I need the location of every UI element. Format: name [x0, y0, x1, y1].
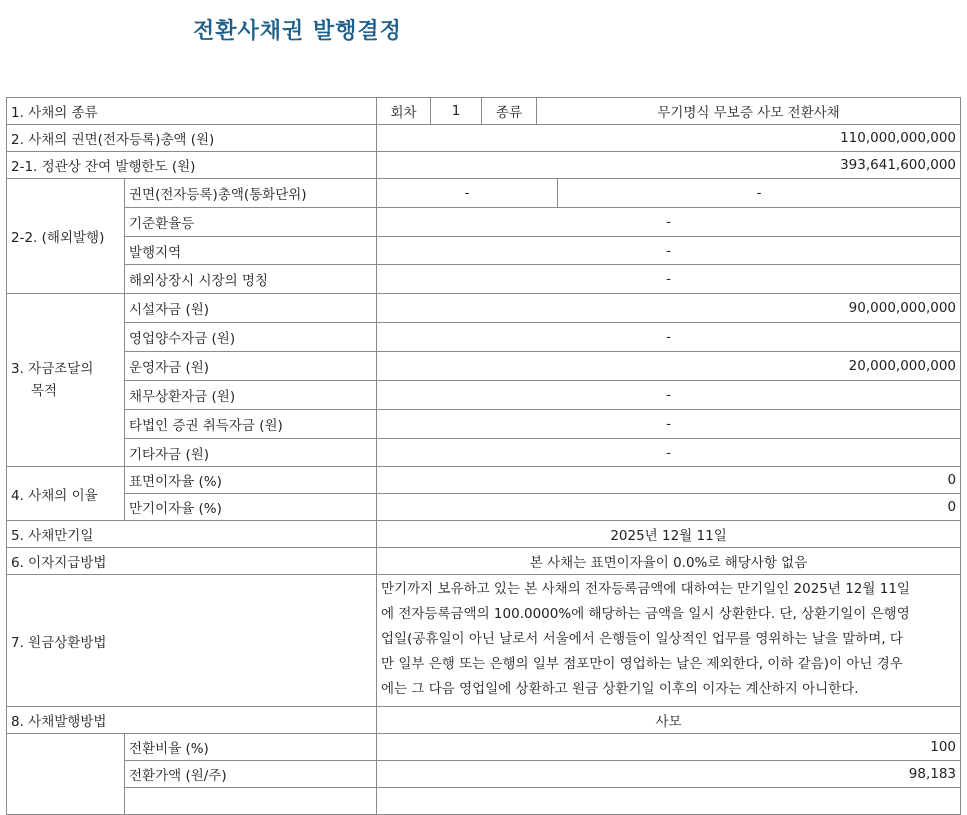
group-label-line: 3. 자금조달의 [11, 361, 94, 377]
table-row [7, 467, 961, 494]
item-label: 해외상장시 시장의 명칭 [125, 265, 377, 294]
kind-value: 무기명식 무보증 사모 전환사채 [537, 98, 961, 125]
item-value: 0 [377, 494, 961, 521]
row-value: 393,641,600,000 [377, 152, 961, 179]
disclosure-table [6, 97, 961, 815]
repayment-text [377, 575, 961, 707]
item-label: 표면이자율 (%) [125, 467, 377, 494]
text-line: 업일(공휴일이 아닌 날로서 서울에서 은행들이 일상적인 업무를 영위하는 날을 말하며, 다 [381, 631, 903, 647]
item-value: - [377, 208, 961, 237]
row-value: 본 사채는 표면이자율이 0.0%로 해당사항 없음 [377, 548, 961, 575]
table-row [7, 294, 961, 323]
group-label [7, 734, 125, 815]
table-row [7, 575, 961, 707]
text-line: 에 전자등록금액의 100.0000%에 해당하는 금액을 일시 상환한다. 단, 상환기일이 은행영 [381, 606, 910, 622]
table-row [7, 237, 961, 265]
page-title: 전환사채권 발행결정 [193, 19, 402, 44]
table-row [7, 208, 961, 237]
table-row [7, 265, 961, 294]
kind-label: 종류 [482, 98, 537, 125]
row-label: 2. 사채의 권면(전자등록)총액 (원) [7, 125, 377, 152]
item-value: 20,000,000,000 [377, 352, 961, 381]
item-label: 권면(전자등록)총액(통화단위) [125, 179, 377, 208]
item-label: 전환가액 (원/주) [125, 761, 377, 788]
group-label [7, 294, 125, 467]
row-label: 7. 원금상환방법 [7, 575, 377, 707]
row-label: 1. 사채의 종류 [7, 98, 377, 125]
item-label: 발행지역 [125, 237, 377, 265]
item-label: 영업양수자금 (원) [125, 323, 377, 352]
table-row [7, 323, 961, 352]
table-row [7, 352, 961, 381]
item-value: - [377, 410, 961, 439]
table-row [7, 494, 961, 521]
item-value: - [377, 179, 558, 208]
item-value: - [377, 439, 961, 467]
table-row [7, 521, 961, 548]
table-row [7, 381, 961, 410]
table-row [7, 707, 961, 734]
item-value: - [558, 179, 961, 208]
item-label: 채무상환자금 (원) [125, 381, 377, 410]
round-value: 1 [431, 98, 482, 125]
text-line: 만기까지 보유하고 있는 본 사채의 전자등록금액에 대하여는 만기일인 2025년 12월 11일 [381, 581, 910, 597]
table-row [7, 179, 961, 208]
row-value: 110,000,000,000 [377, 125, 961, 152]
item-label: 타법인 증권 취득자금 (원) [125, 410, 377, 439]
row-label: 6. 이자지급방법 [7, 548, 377, 575]
text-line: 만 일부 은행 또는 은행의 일부 점포만이 영업하는 날은 제외한다, 이하 같음)이 아닌 경우 [381, 656, 903, 672]
item-value: - [377, 381, 961, 410]
table-row [7, 761, 961, 788]
row-value: 2025년 12월 11일 [377, 521, 961, 548]
row-label: 5. 사채만기일 [7, 521, 377, 548]
group-label: 4. 사채의 이율 [7, 467, 125, 521]
item-label: 전환비율 (%) [125, 734, 377, 761]
row-value: 사모 [377, 707, 961, 734]
table-row [7, 410, 961, 439]
item-value: 98,183 [377, 761, 961, 788]
item-value: 0 [377, 467, 961, 494]
item-label: 운영자금 (원) [125, 352, 377, 381]
row-label: 8. 사채발행방법 [7, 707, 377, 734]
item-value: - [377, 323, 961, 352]
item-label: 기타자금 (원) [125, 439, 377, 467]
item-value: 90,000,000,000 [377, 294, 961, 323]
group-label-line: 목적 [31, 383, 58, 399]
table-row [7, 439, 961, 467]
table-row [7, 98, 961, 125]
row-label: 2-1. 정관상 잔여 발행한도 (원) [7, 152, 377, 179]
table-row [7, 734, 961, 761]
item-label: 시설자금 (원) [125, 294, 377, 323]
item-value: - [377, 265, 961, 294]
item-value: - [377, 237, 961, 265]
item-label: 기준환율등 [125, 208, 377, 237]
group-label: 2-2. (해외발행) [7, 179, 125, 294]
table-row [7, 548, 961, 575]
table-row [7, 152, 961, 179]
item-value: 100 [377, 734, 961, 761]
item-label: 만기이자율 (%) [125, 494, 377, 521]
text-line: 에는 그 다음 영업일에 상환하고 원금 상환기일 이후의 이자는 계산하지 아니한다. [381, 681, 859, 697]
table-row [7, 125, 961, 152]
round-label: 회차 [377, 98, 431, 125]
